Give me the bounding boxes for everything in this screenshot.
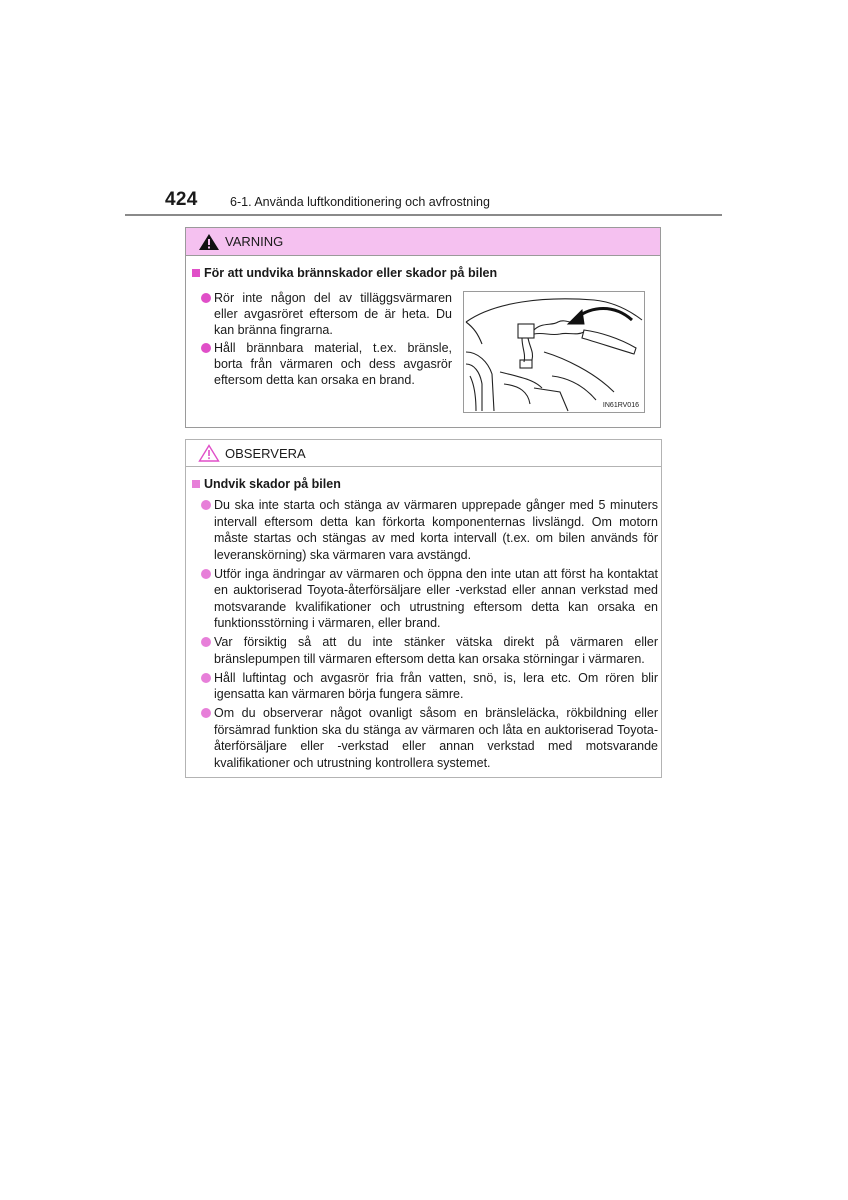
notice-item-text: Var försiktig så att du inte stänker vätska direkt på värmaren eller bränslepumpen till värmaren eftersom detta kan orsaka störningar i värmaren. bbox=[214, 635, 658, 666]
illustration-code: IN61RV016 bbox=[602, 402, 639, 409]
notice-item bbox=[214, 497, 658, 563]
header-divider bbox=[125, 214, 722, 216]
square-bullet-icon bbox=[192, 269, 200, 277]
notice-item bbox=[214, 705, 658, 771]
page-number: 424 bbox=[165, 189, 198, 210]
notice-item bbox=[214, 670, 658, 703]
round-bullet-icon bbox=[201, 708, 211, 718]
notice-list bbox=[214, 497, 658, 774]
notice-heading-text: Undvik skador på bilen bbox=[204, 477, 341, 491]
warning-heading bbox=[192, 266, 497, 280]
warning-item bbox=[214, 290, 452, 338]
warning-item-text: Rör inte någon del av tilläggsvärmaren eller avgasröret eftersom de är heta. Du kan bränna fingrarna. bbox=[214, 291, 452, 337]
square-bullet-icon bbox=[192, 480, 200, 488]
warning-title: VARNING bbox=[225, 234, 284, 249]
round-bullet-icon bbox=[201, 500, 211, 510]
round-bullet-icon bbox=[201, 293, 211, 303]
notice-item-text: Håll luftintag och avgasrör fria från vatten, snö, is, lera etc. Om rören blir igensatta kan värmaren börja fungera sämre. bbox=[214, 670, 658, 701]
notice-box bbox=[185, 439, 662, 778]
car-heater-drawing bbox=[464, 292, 644, 412]
warning-triangle-icon bbox=[198, 233, 220, 251]
warning-heading-text: För att undvika brännskador eller skador på bilen bbox=[204, 266, 498, 280]
caution-triangle-icon bbox=[198, 444, 220, 462]
notice-item bbox=[214, 634, 658, 667]
warning-item-text: Håll brännbara material, t.ex. bränsle, borta från värmaren och dess avgasrör eftersom detta kan orsaka en brand. bbox=[214, 341, 452, 387]
warning-item bbox=[214, 340, 452, 388]
round-bullet-icon bbox=[201, 343, 211, 353]
notice-item-text: Om du observerar något ovanligt såsom en bränsleläcka, rökbildning eller försämrad funktion ska du stänga av värmaren och låta en auktoriserad Toyota-återförsäljare eller -verkstad eller annan verkstad med motsvarande kvalifikationer och utrustning kontrollera systemet. bbox=[214, 706, 658, 770]
round-bullet-icon bbox=[201, 569, 211, 579]
car-front-illustration bbox=[463, 291, 645, 413]
notice-item bbox=[214, 566, 658, 632]
notice-header bbox=[186, 440, 661, 467]
notice-item-text: Du ska inte starta och stänga av värmaren upprepade gånger med 5 minuters intervall eftersom detta kan förkorta komponenternas livslängd. Om motorn måste startas och stängas av med korta intervall (t.ex. om bilen används för leveranskörning) ska värmaren vara avstängd. bbox=[214, 498, 658, 562]
notice-title: OBSERVERA bbox=[225, 445, 306, 461]
round-bullet-icon bbox=[201, 673, 211, 683]
notice-heading bbox=[192, 477, 341, 491]
round-bullet-icon bbox=[201, 637, 211, 647]
warning-box bbox=[185, 227, 661, 428]
section-title: 6-1. Använda luftkonditionering och avfrostning bbox=[230, 195, 490, 209]
notice-item-text: Utför inga ändringar av värmaren och öppna den inte utan att först ha kontaktat en auktoriserad Toyota-återförsäljare eller -verkstad eller annan verkstad med motsvarande kvalifikationer och utrustning eftersom detta kan orsaka en funktionsstörning i värmaren, eller brand. bbox=[214, 566, 658, 630]
warning-header bbox=[186, 228, 660, 256]
